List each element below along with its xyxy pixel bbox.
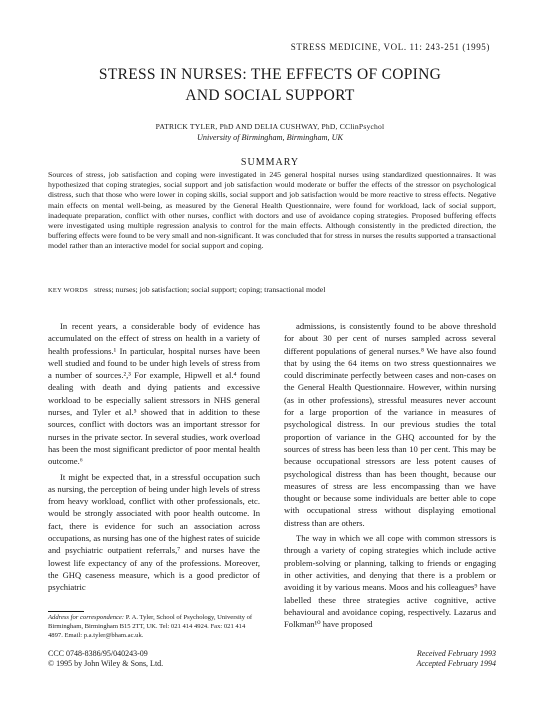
keywords-text: stress; nurses; job satisfaction; social support; coping; transactional model bbox=[94, 285, 326, 294]
body-paragraph: In recent years, a considerable body of evidence has accumulated on the effect of stress on health in a variety of health professions.¹ In particular, hospital nurses have been well studied and found to be under high levels of stress from a number of sources.²,³ For example, Hipwell et al.⁴ found dealing with death and dying patients and excessive workload to be especially salient stressors in NHS general nurses, and Tyler et al.⁵ showed that in addition to these sources, conflict with doctors was an important stressor for nurses in the private sector. In several studies, work overload has been the most significant predictor of poor mental health outcome.⁶ bbox=[48, 321, 260, 467]
footnote-text: P. A. Tyler, School of Psychology, University of Birmingham, Birmingham B15 2TT, UK. Tel: 021 414 4924. Fax: 021 414 4897. Email: p.a.tyler@bham.ac.uk. bbox=[48, 614, 253, 639]
keywords-line bbox=[48, 285, 496, 296]
title-line-2: AND SOCIAL SUPPORT bbox=[185, 87, 355, 104]
keywords-label: KEY WORDS bbox=[48, 287, 89, 294]
body-paragraph: It might be expected that, in a stressful occupation such as nursing, the perception of being under high levels of stress from heavy workload, conflict with other professionals, etc. would be strongly associated with poor health outcome. In fact, there is evidence for such an association across occupations, as nursing has one of the highest rates of suicide and psychiatric outpatient referrals,⁷ and nurses have the lowest life expectancy of any of the professions. Moreover, the GHQ caseness measure, which is a good predictor of psychiatric bbox=[48, 471, 260, 593]
footnote-divider bbox=[48, 611, 84, 612]
body-paragraph: admissions, is consistently found to be above threshold for about 30 per cent of nurses sampled across several different populations of general nurses.⁸ We have also found that by using the 64 items on two stress questionnaires we could discriminate perfectly between cases and non-cases on the General Health Questionnaire. However, within nursing (as in other professions), stressful measures never account for a large proportion of the variance in measures of psychological distress. In our previous studies the total proportion of variance in the GHQ accounted for by the sources of stress has been less than 10 per cent. This may be because occupational stressors are less potent causes of psychological distress than has been thought, because our measures of stress are less encompassing than we have thought or because some individuals are better able to cope with occupational stress without displaying emotional distress than are others. bbox=[284, 321, 496, 528]
correspondence-footnote bbox=[48, 614, 260, 640]
accepted-date: Accepted February 1994 bbox=[416, 659, 496, 668]
body-column-right bbox=[284, 320, 496, 630]
received-date: Received February 1993 bbox=[416, 649, 496, 658]
summary-text: Sources of stress, job satisfaction and coping were investigated in 245 general hospital nurses using standardized questionnaires. It was hypothesized that coping strategies, social support and job satisfaction would moderate or buffer the effects of the stressor on psychological distress, such that those who were lower in coping skills, social support and job satisfaction would be more reactive to stress effects. Negative main effects on mental well-being, as measured by the General Health Questionnaire, were found for workload, lack of social support, inadequate preparation, conflict with other nurses, conflict with doctors and use of avoidance coping strategies. Proposed buffering effects were investigated using multiple regression analysis to control for the main effects. Although consistently in the predicted direction, the buffering effects were found to be very small and non-significant. It was concluded that for stress in nurses the results supported a transactional model rather than an interactive model for social support and coping. bbox=[48, 170, 496, 251]
copyright-block bbox=[48, 649, 260, 669]
journal-header: STRESS MEDICINE, VOL. 11: 243-251 (1995) bbox=[290, 42, 490, 52]
title-line-1: STRESS IN NURSES: THE EFFECTS OF COPING bbox=[98, 66, 442, 83]
footnote-label: Address for correspondence: bbox=[48, 614, 125, 621]
copyright-line: © 1995 by John Wiley & Sons, Ltd. bbox=[48, 659, 164, 668]
body-paragraph: The way in which we all cope with common stressors is through a variety of coping strategies which include active problem-solving or planning, talking to friends or engaging in other activities, and denying that there is a problem or avoiding it by various means. Moos and his colleagues⁹ have labelled these three strategies active cognitive, active behavioural and avoidance coping, respectively. Lazarus and Folkman¹⁰ have proposed bbox=[284, 533, 496, 630]
article-title bbox=[0, 64, 540, 106]
summary-heading: SUMMARY bbox=[240, 157, 300, 168]
author-list: PATRICK TYLER, PhD AND DELIA CUSHWAY, PhD, CClinPsychol bbox=[155, 122, 385, 131]
author-affiliation: University of Birmingham, Birmingham, UK bbox=[196, 133, 343, 142]
body-column-left bbox=[48, 320, 260, 594]
ccc-code: CCC 0748-8386/95/040243-09 bbox=[48, 649, 148, 658]
received-dates bbox=[284, 649, 496, 669]
